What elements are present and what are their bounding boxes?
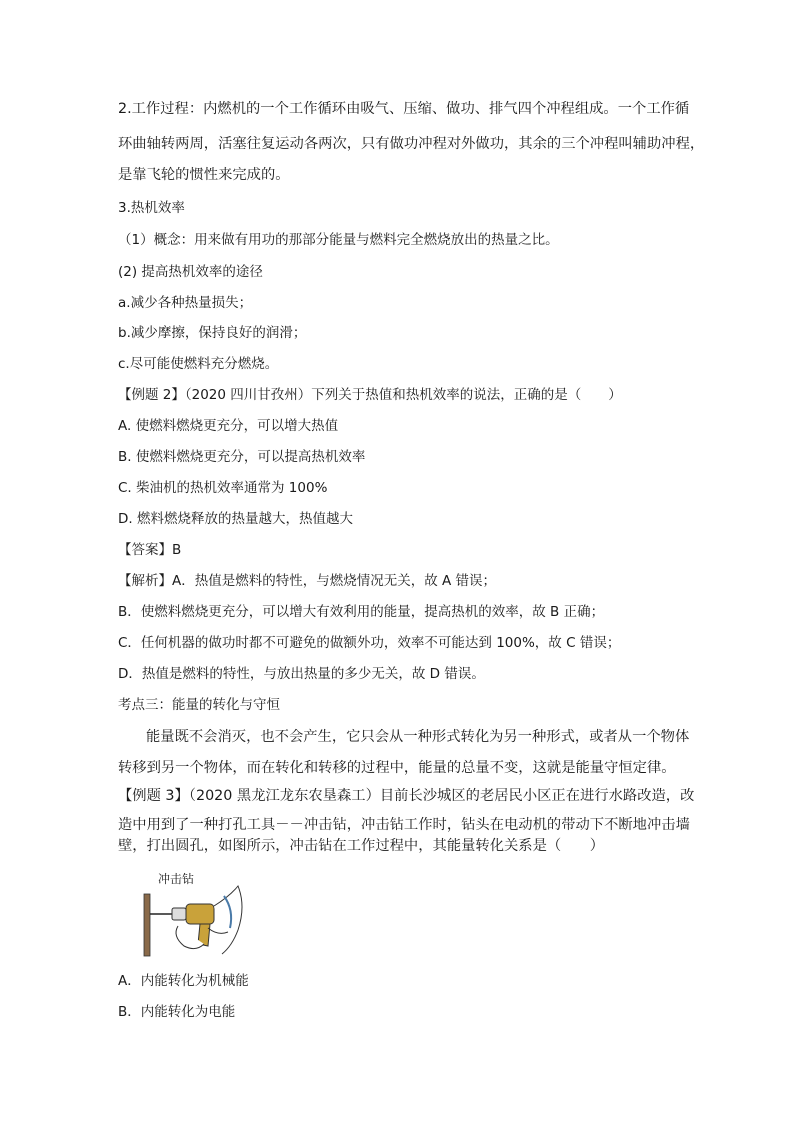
paragraph-line-3: 是靠飞轮的惯性来完成的。 bbox=[118, 167, 290, 183]
option-d: D. 燃料燃烧释放的热量越大，热值越大 bbox=[118, 511, 353, 527]
figure-label-impact-drill: 冲击钻 bbox=[158, 872, 195, 886]
concept-line: （1）概念：用来做有用功的那部分能量与燃料完全燃烧放出的热量之比。 bbox=[118, 232, 559, 248]
analysis-c: C．任何机器的做功时都不可避免的做额外功，效率不可能达到 100%，故 C 错误； bbox=[118, 635, 621, 651]
list-item-a: a.减少各种热量损失； bbox=[118, 295, 253, 311]
example-3-line-2: 造中用到了一种打孔工具－－冲击钻，冲击钻工作时，钻头在电动机的带动下不断地冲击墙 bbox=[118, 817, 690, 833]
example-3-option-a: A．内能转化为机械能 bbox=[118, 973, 249, 989]
paragraph-line-1: 2.工作过程：内燃机的一个工作循环由吸气、压缩、做功、排气四个冲程组成。一个工作循 bbox=[118, 101, 690, 117]
list-item-c: c.尽可能使燃料充分燃烧。 bbox=[118, 356, 279, 372]
energy-paragraph-line-2: 转移到另一个物体，而在转化和转移的过程中，能量的总量不变，这就是能量守恒定律。 bbox=[118, 760, 676, 776]
example-3-option-b: B．内能转化为电能 bbox=[118, 1004, 236, 1020]
option-b: B. 使燃料燃烧更充分，可以提高热机效率 bbox=[118, 449, 366, 465]
answer-line: 【答案】B bbox=[118, 542, 182, 558]
subheading-ways: (2) 提高热机效率的途径 bbox=[118, 264, 263, 280]
section-heading-efficiency: 3.热机效率 bbox=[118, 200, 185, 216]
analysis-d: D．热值是燃料的特性，与放出热量的多少无关，故 D 错误。 bbox=[118, 666, 485, 682]
analysis-b: B．使燃料燃烧更充分，可以增大有效利用的能量，提高热机的效率，故 B 正确； bbox=[118, 604, 605, 620]
analysis-a: 【解析】A．热值是燃料的特性，与燃烧情况无关，故 A 错误； bbox=[118, 573, 497, 589]
example-3-line-1: 【例题 3】（2020 黑龙江龙东农垦森工）目前长沙城区的老居民小区正在进行水路改造，改 bbox=[118, 788, 695, 804]
energy-paragraph-line-1: 能量既不会消灭，也不会产生，它只会从一种形式转化为另一种形式，或者从一个物体 bbox=[146, 729, 690, 745]
option-a: A. 使燃料燃烧更充分，可以增大热值 bbox=[118, 418, 339, 434]
list-item-b: b.减少摩擦，保持良好的润滑； bbox=[118, 325, 307, 341]
section-heading-energy: 考点三：能量的转化与守恒 bbox=[118, 697, 280, 713]
option-c: C. 柴油机的热机效率通常为 100% bbox=[118, 480, 328, 496]
paragraph-line-2: 环曲轴转两周，活塞往复运动各两次，只有做功冲程对外做功，其余的三个冲程叫辅助冲程， bbox=[118, 136, 705, 152]
impact-drill-figure bbox=[138, 866, 250, 958]
example-3-line-3: 壁，打出圆孔，如图所示，冲击钻在工作过程中，其能量转化关系是（ ） bbox=[118, 838, 605, 854]
example-2-question: 【例题 2】（2020 四川甘孜州）下列关于热值和热机效率的说法，正确的是（ ） bbox=[118, 387, 622, 403]
